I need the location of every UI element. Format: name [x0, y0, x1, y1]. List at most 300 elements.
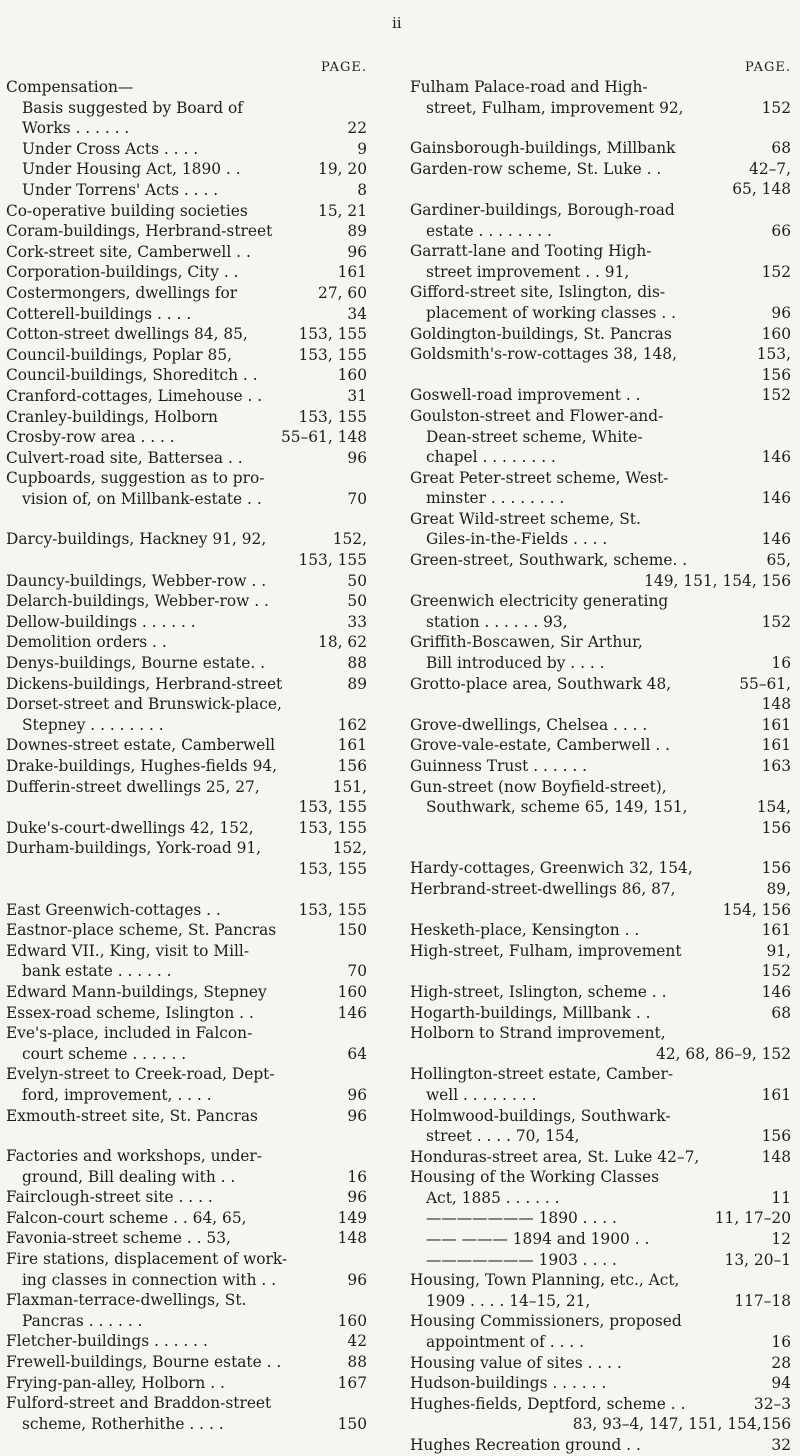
entry-text: Under Torrens' Acts . . . . — [22, 180, 219, 199]
section-gap — [410, 118, 795, 138]
index-line — [6, 1393, 371, 1414]
entry-pages: 55–61, — [739, 674, 791, 693]
entry-pages: 96 — [347, 1270, 367, 1289]
index-line — [410, 365, 795, 386]
index-line — [6, 900, 371, 921]
index-line — [410, 1147, 795, 1168]
entry-pages: 153, 155 — [298, 345, 367, 364]
entry-pages: 15, 21 — [318, 201, 367, 220]
index-line — [410, 715, 795, 736]
index-line — [410, 427, 795, 448]
entry-text: Fairclough-street site . . . . — [6, 1188, 213, 1207]
entry-text: Goldington-buildings, St. Pancras — [410, 324, 672, 343]
entry-pages: 152 — [761, 98, 791, 117]
entry-pages: 146 — [761, 982, 791, 1001]
entry-pages: 152 — [761, 612, 791, 631]
entry-text: High-street, Fulham, improvement — [410, 941, 682, 960]
entry-text: Compensation— — [6, 78, 134, 96]
entry-pages: 96 — [347, 242, 367, 261]
entry-text: Gainsborough-buildings, Millbank — [410, 139, 676, 158]
entry-pages: 156 — [761, 818, 791, 837]
entry-pages: 91, — [766, 941, 791, 960]
index-line — [6, 1331, 371, 1352]
entry-text: Dean-street scheme, White- — [426, 427, 643, 446]
entry-pages: 146 — [761, 448, 791, 467]
entry-pages: 152, — [332, 839, 367, 858]
index-line — [6, 159, 371, 180]
entry-text: ——————— 1890 . . . . — [426, 1209, 617, 1228]
entry-text: Holmwood-buildings, Southwark- — [410, 1106, 671, 1125]
index-line — [6, 448, 371, 469]
index-line — [410, 262, 795, 283]
entry-pages: 89 — [347, 222, 367, 241]
index-line — [6, 324, 371, 345]
index-line — [410, 1332, 795, 1353]
entry-pages: 55–61, 148 — [280, 428, 367, 447]
entry-text: Act, 1885 . . . . . . — [426, 1188, 560, 1207]
index-line — [6, 407, 371, 428]
index-line — [410, 406, 795, 427]
index-line — [410, 858, 795, 879]
entry-text: street, Fulham, improvement 92, — [426, 98, 684, 117]
index-line — [410, 961, 795, 982]
index-line — [6, 961, 371, 982]
entry-pages: 16 — [771, 1333, 791, 1352]
index-line — [410, 488, 795, 509]
entry-pages: 64 — [347, 1044, 367, 1063]
index-line — [6, 920, 371, 941]
entry-text: Housing Commissioners, proposed — [410, 1312, 682, 1331]
index-line — [410, 1435, 795, 1456]
index-line — [6, 777, 371, 798]
index-line — [6, 77, 371, 98]
index-line — [6, 1044, 371, 1065]
index-line — [6, 1064, 371, 1085]
entry-text: Hughes-fields, Deptford, scheme . . — [410, 1394, 686, 1413]
index-line — [410, 982, 795, 1003]
entry-text: Denys-buildings, Bourne estate. . — [6, 654, 266, 673]
entry-pages: 161 — [761, 715, 791, 734]
index-line — [6, 550, 371, 571]
entry-pages: 152 — [761, 386, 791, 405]
index-line — [410, 756, 795, 777]
entry-pages: 8 — [357, 180, 367, 199]
entry-pages: 153, 155 — [298, 900, 367, 919]
page-number: ii — [392, 14, 402, 32]
entry-text: Greenwich electricity generating — [410, 592, 669, 611]
index-line — [410, 632, 795, 653]
entry-text: Gun-street (now Boyfield-street), — [410, 777, 667, 796]
entry-pages: 150 — [337, 921, 367, 940]
entry-pages: 96 — [347, 1106, 367, 1125]
entry-text: Fulham Palace-road and High- — [410, 78, 648, 96]
index-line — [410, 200, 795, 221]
index-line — [410, 1023, 795, 1044]
entry-pages: 148 — [761, 695, 791, 714]
index-line — [410, 1208, 795, 1229]
index-line — [410, 1126, 795, 1147]
entry-pages: 153, 155 — [298, 798, 367, 817]
index-line — [410, 385, 795, 406]
index-line — [6, 529, 371, 550]
index-line — [6, 468, 371, 489]
entry-text: Edward VII., King, visit to Mill- — [6, 941, 250, 960]
index-line — [410, 612, 795, 633]
entry-text: Essex-road scheme, Islington . . — [6, 1003, 254, 1022]
index-line — [410, 324, 795, 345]
index-line — [410, 529, 795, 550]
index-line — [6, 1228, 371, 1249]
index-line — [410, 1250, 795, 1271]
entry-text: Crosby-row area . . . . — [6, 428, 175, 447]
entry-pages: 34 — [347, 304, 367, 323]
entry-text: Housing, Town Planning, etc., Act, — [410, 1271, 680, 1290]
entry-text: Housing value of sites . . . . — [410, 1353, 622, 1372]
left-page-header: PAGE. — [321, 60, 367, 75]
index-line — [410, 1044, 795, 1065]
index-line — [410, 571, 795, 592]
entry-text: ground, Bill dealing with . . — [22, 1167, 236, 1186]
index-line — [410, 1229, 795, 1250]
left-column — [6, 60, 371, 1434]
entry-pages: 65, — [766, 551, 791, 570]
entry-text: Frying-pan-alley, Holborn . . — [6, 1373, 225, 1392]
index-line — [410, 1394, 795, 1415]
entry-pages: 156 — [761, 1127, 791, 1146]
entry-text: 1909 . . . . 14–15, 21, — [426, 1291, 591, 1310]
entry-pages: 156 — [761, 365, 791, 384]
entry-pages: 151, — [332, 777, 367, 796]
index-line — [6, 571, 371, 592]
entry-text: Dickens-buildings, Herbrand-street — [6, 674, 283, 693]
entry-pages: 13, 20–1 — [724, 1250, 791, 1269]
entry-text: Durham-buildings, York-road 91, — [6, 839, 262, 858]
entry-pages: 96 — [347, 1085, 367, 1104]
entry-pages: 160 — [337, 366, 367, 385]
entry-pages: 146 — [337, 1003, 367, 1022]
index-line — [6, 941, 371, 962]
entry-text: Cranley-buildings, Holborn — [6, 407, 218, 426]
entry-pages: 152, — [332, 530, 367, 549]
index-line — [6, 1270, 371, 1291]
entry-text: Dauncy-buildings, Webber-row . . — [6, 571, 267, 590]
entry-pages: 28 — [771, 1353, 791, 1372]
index-line — [410, 1085, 795, 1106]
entry-pages: 153, — [756, 345, 791, 364]
entry-pages: 27, 60 — [318, 283, 367, 302]
entry-text: Delarch-buildings, Webber-row . . — [6, 592, 269, 611]
entry-text: Hollington-street estate, Camber- — [410, 1065, 674, 1084]
entry-text: Griffith-Boscawen, Sir Arthur, — [410, 633, 643, 652]
index-line — [6, 180, 371, 201]
entry-pages: 50 — [347, 571, 367, 590]
entry-pages: 160 — [337, 982, 367, 1001]
entry-pages: 160 — [761, 324, 791, 343]
entry-text: Herbrand-street-dwellings 86, 87, — [410, 879, 676, 898]
index-line — [410, 138, 795, 159]
entry-text: Corporation-buildings, City . . — [6, 263, 239, 282]
index-line — [410, 344, 795, 365]
entry-pages: 32 — [771, 1436, 791, 1454]
index-line — [410, 818, 795, 839]
index-line — [410, 221, 795, 242]
entry-pages: 161 — [337, 736, 367, 755]
entry-pages: 94 — [771, 1374, 791, 1393]
entry-text: ford, improvement, . . . . — [22, 1085, 212, 1104]
entry-text: Exmouth-street site, St. Pancras — [6, 1106, 258, 1125]
entry-pages: 50 — [347, 592, 367, 611]
index-line — [6, 304, 371, 325]
entry-text: Coram-buildings, Herbrand-street — [6, 222, 273, 241]
index-line — [410, 303, 795, 324]
entry-pages: 32–3 — [753, 1394, 791, 1413]
entry-pages: 70 — [347, 962, 367, 981]
index-line — [410, 735, 795, 756]
entry-pages: 161 — [761, 736, 791, 755]
entry-text: Hesketh-place, Kensington . . — [410, 921, 640, 940]
index-line — [6, 365, 371, 386]
entry-text: Frewell-buildings, Bourne estate . . — [6, 1353, 282, 1372]
index-line — [410, 282, 795, 303]
entry-text: well . . . . . . . . — [426, 1085, 537, 1104]
index-line — [6, 1414, 371, 1435]
index-line — [410, 1003, 795, 1024]
index-line — [6, 386, 371, 407]
entry-pages: 146 — [761, 530, 791, 549]
entry-pages: 11 — [771, 1188, 791, 1207]
index-line — [6, 1373, 371, 1394]
entry-pages: 146 — [761, 489, 791, 508]
entry-text: Cork-street site, Camberwell . . — [6, 242, 251, 261]
index-line — [410, 1188, 795, 1209]
entry-text: Fulford-street and Braddon-street — [6, 1394, 272, 1413]
left-entries — [6, 77, 371, 1434]
index-line — [410, 797, 795, 818]
entry-text: Housing of the Working Classes — [410, 1168, 660, 1187]
entry-text: Dufferin-street dwellings 25, 27, — [6, 777, 260, 796]
entry-pages: 167 — [337, 1373, 367, 1392]
entry-text: Guinness Trust . . . . . . — [410, 757, 588, 775]
entry-pages: 68 — [771, 1003, 791, 1022]
entry-text: Green-street, Southwark, scheme. . — [410, 551, 688, 570]
index-line — [6, 201, 371, 222]
index-line — [6, 1187, 371, 1208]
entry-pages: 163 — [761, 757, 791, 775]
entry-text: Cotterell-buildings . . . . — [6, 304, 192, 323]
entry-pages: 148 — [337, 1229, 367, 1248]
entry-pages: 152 — [761, 962, 791, 981]
entry-text: scheme, Rotherhithe . . . . — [22, 1414, 224, 1433]
index-line — [6, 489, 371, 510]
index-line — [410, 1064, 795, 1085]
entry-text: Works . . . . . . — [22, 119, 130, 138]
entry-text: Dellow-buildings . . . . . . — [6, 612, 196, 631]
entry-pages: 156 — [337, 757, 367, 775]
entry-text: Cranford-cottages, Limehouse . . — [6, 386, 263, 405]
entry-text: Pancras . . . . . . — [22, 1311, 143, 1330]
entry-text: Drake-buildings, Hughes-fields 94, — [6, 757, 278, 775]
entry-text: Council-buildings, Poplar 85, — [6, 345, 233, 364]
index-line — [410, 941, 795, 962]
entry-text: street improvement . . 91, — [426, 262, 630, 281]
index-line — [6, 632, 371, 653]
entry-pages: 161 — [761, 1085, 791, 1104]
entry-pages: 154, — [756, 798, 791, 817]
entry-text: Grove-dwellings, Chelsea . . . . — [410, 715, 648, 734]
entry-pages: 65, 148 — [732, 180, 791, 199]
entry-text: Factories and workshops, under- — [6, 1147, 262, 1166]
entry-text: Grotto-place area, Southwark 48, — [410, 674, 672, 693]
entry-pages: 117–18 — [734, 1291, 791, 1310]
index-line — [6, 653, 371, 674]
index-line — [6, 674, 371, 695]
entry-text: East Greenwich-cottages . . — [6, 900, 221, 919]
index-line — [410, 447, 795, 468]
entry-text: ing classes in connection with . . — [22, 1270, 277, 1289]
entry-text: Giles-in-the-Fields . . . . — [426, 530, 608, 549]
entry-pages: 42 — [347, 1332, 367, 1351]
index-line — [6, 715, 371, 736]
entry-text: ——————— 1903 . . . . — [426, 1250, 617, 1269]
index-line — [410, 694, 795, 715]
entry-pages: 153, 155 — [298, 818, 367, 837]
entry-pages: 161 — [761, 921, 791, 940]
index-line — [6, 818, 371, 839]
section-gap — [6, 509, 371, 529]
entry-pages: 153, 155 — [298, 551, 367, 570]
section-gap — [410, 838, 795, 858]
entry-pages: 96 — [347, 448, 367, 467]
entry-text: Under Cross Acts . . . . — [22, 139, 199, 158]
entry-text: Southwark, scheme 65, 149, 151, — [426, 798, 688, 817]
entry-text: Goulston-street and Flower-and- — [410, 406, 664, 425]
entry-pages: 96 — [771, 303, 791, 322]
entry-text: Hogarth-buildings, Millbank . . — [410, 1003, 651, 1022]
entry-pages: 148 — [761, 1147, 791, 1166]
entry-text: placement of working classes . . — [426, 303, 677, 322]
index-line — [6, 612, 371, 633]
entry-pages: 162 — [337, 715, 367, 734]
entry-pages: 83, 93–4, 147, 151, 154,156 — [572, 1415, 791, 1434]
index-line — [410, 509, 795, 530]
index-line — [410, 98, 795, 119]
index-line — [6, 1003, 371, 1024]
entry-pages: 88 — [347, 654, 367, 673]
index-line — [6, 1290, 371, 1311]
index-line — [410, 900, 795, 921]
entry-text: Co-operative building societies — [6, 201, 248, 220]
index-line — [410, 1291, 795, 1312]
entry-text: Costermongers, dwellings for — [6, 283, 238, 302]
index-line — [410, 1270, 795, 1291]
index-line — [410, 159, 795, 180]
index-line — [6, 838, 371, 859]
entry-pages: 161 — [337, 263, 367, 282]
index-line — [410, 1311, 795, 1332]
entry-pages: 152 — [761, 262, 791, 281]
entry-pages: 156 — [761, 859, 791, 878]
index-line — [410, 77, 795, 98]
entry-pages: 16 — [347, 1167, 367, 1186]
index-line — [410, 1414, 795, 1435]
entry-text: chapel . . . . . . . . — [426, 448, 556, 467]
entry-text: estate . . . . . . . . — [426, 221, 552, 240]
entry-text: Cotton-street dwellings 84, 85, — [6, 325, 248, 344]
entry-text: High-street, Islington, scheme . . — [410, 982, 667, 1001]
index-line — [6, 98, 371, 119]
entry-text: Goldsmith's-row-cottages 38, 148, — [410, 345, 677, 364]
entry-pages: 68 — [771, 139, 791, 158]
entry-pages: 18, 62 — [318, 633, 367, 652]
index-line — [6, 591, 371, 612]
index-line — [6, 797, 371, 818]
entry-pages: 42–7, — [749, 159, 791, 178]
entry-text: Goswell-road improvement . . — [410, 386, 641, 405]
index-line — [410, 674, 795, 695]
entry-text: Basis suggested by Board of — [22, 98, 243, 117]
entry-text: Demolition orders . . — [6, 633, 167, 652]
entry-text: Great Wild-street scheme, St. — [410, 509, 641, 528]
entry-text: Garratt-lane and Tooting High- — [410, 242, 652, 261]
entry-text: court scheme . . . . . . — [22, 1044, 187, 1063]
index-line — [6, 1352, 371, 1373]
entry-pages: 96 — [347, 1188, 367, 1207]
entry-text: Great Peter-street scheme, West- — [410, 468, 669, 487]
entry-pages: 70 — [347, 489, 367, 508]
entry-pages: 42, 68, 86–9, 152 — [656, 1044, 791, 1063]
entry-text: Eastnor-place scheme, St. Pancras — [6, 921, 277, 940]
entry-pages: 9 — [357, 139, 367, 158]
entry-pages: 12 — [771, 1230, 791, 1249]
index-line — [6, 735, 371, 756]
entry-pages: 153, 155 — [298, 859, 367, 878]
entry-text: appointment of . . . . — [426, 1333, 584, 1352]
entry-pages: 154, 156 — [722, 900, 791, 919]
entry-text: —— ——— 1894 and 1900 . . — [426, 1230, 650, 1249]
right-page-header: PAGE. — [745, 60, 791, 75]
entry-text: Holborn to Strand improvement, — [410, 1024, 666, 1043]
entry-text: Hughes Recreation ground . . — [410, 1436, 641, 1454]
index-line — [410, 241, 795, 262]
index-line — [6, 427, 371, 448]
index-line — [6, 859, 371, 880]
entry-text: Bill introduced by . . . . — [426, 654, 605, 673]
entry-text: Under Housing Act, 1890 . . — [22, 160, 241, 179]
index-line — [6, 118, 371, 139]
index-line — [410, 1106, 795, 1127]
entry-text: Downes-street estate, Camberwell — [6, 736, 276, 755]
index-line — [6, 345, 371, 366]
entry-pages: 11, 17–20 — [714, 1209, 791, 1228]
entry-text: vision of, on Millbank-estate . . — [22, 489, 262, 508]
index-line — [6, 1208, 371, 1229]
entry-pages: 22 — [347, 119, 367, 138]
entry-text: Eve's-place, included in Falcon- — [6, 1024, 253, 1043]
entry-pages: 149 — [337, 1208, 367, 1227]
index-line — [6, 221, 371, 242]
index-line — [410, 879, 795, 900]
index-line — [6, 1249, 371, 1270]
entry-text: Grove-vale-estate, Camberwell . . — [410, 736, 671, 755]
entry-pages: 149, 151, 154, 156 — [644, 571, 791, 590]
entry-pages: 150 — [337, 1414, 367, 1433]
entry-text: Council-buildings, Shoreditch . . — [6, 366, 258, 385]
entry-text: Stepney . . . . . . . . — [22, 715, 164, 734]
entry-pages: 33 — [347, 612, 367, 631]
index-line — [410, 653, 795, 674]
index-line — [6, 1146, 371, 1167]
index-line — [410, 920, 795, 941]
